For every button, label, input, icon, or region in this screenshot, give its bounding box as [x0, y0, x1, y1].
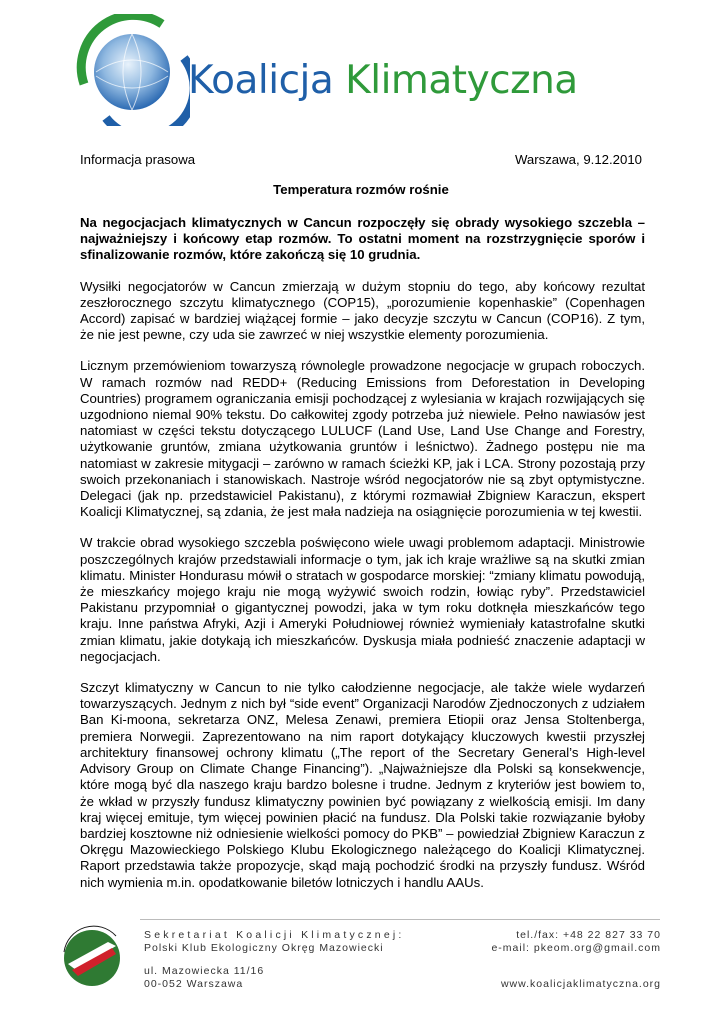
koalicja-logo: [70, 14, 578, 126]
secretariat-label: Sekretariat Koalicji Klimatycznej:: [144, 929, 405, 941]
pke-seal-logo: [56, 924, 128, 990]
org-name: Polski Klub Ekologiczny Okręg Mazowiecki: [144, 941, 384, 954]
document-title: Temperatura rozmów rośnie: [273, 182, 449, 197]
logo-text-green: Klimatyczna: [345, 58, 578, 103]
paragraph: W trakcie obrad wysokiego szczebla poświęcono wiele uwagi problemom adaptacji. Ministrowie poszczególnych krajów przedstawiali informacje o tym, jak ich kraje wrażliwe są na skutki zmian klimatu. Minister Hondurasu mówił o stratach w gospodarce morskiej: “zmiany klimatu powodują, że mieszkańcy mojego kraju nie mogą wyżywić swoich rodzin, łowiąc ryby”. Przedstawiciel Pakistanu przypomniał o gigantycznej powodzi, jaka w tym roku dotknęła mieszkańców tego kraju. Inne państwa Afryki, Azji i Ameryki Południowej również wymieniały katastrofalne skutki zmian klimatu, jakie dotykają ich mieszkańców. Dyskusja miała podnieść znaczenie adaptacji w negocjacjach.: [80, 535, 645, 664]
article-body: [80, 215, 645, 906]
email-link[interactable]: e-mail: pkeom.org@gmail.com: [491, 941, 661, 954]
website-link[interactable]: www.koalicjaklimatyczna.org: [500, 977, 661, 990]
logo-wordmark: [188, 58, 578, 103]
paragraph: Licznym przemówieniom towarzyszą równolegle prowadzone negocjacje w grupach roboczych. W ramach rozmów nad REDD+ (Reducing Emissions from Deforestation in Developing Countries) programem ograniczania emisji pochodzącej z wylesiania w krajach rozwijających się uzgodniono niemal 90% tekstu. Do całkowitej zgody potrzeba już niewiele. Pełno nawiasów jest natomiast w części tekstu dotyczącego LULUCF (Land Use, Land Use Change and Forestry, użytkowanie gruntów, zmiana użytkowania gruntów i leśnictwo). Żadnego postępu nie ma natomiast w zakresie mitygacji – zarówno w ramach ścieżki KP, jak i LCA. Strony pozostają przy swoich przekonaniach i stanowiskach. Nastroje wśród negocjatorów nie są zbyt optymistyczne. Delegaci (jak np. przedstawiciel Pakistanu), z którymi rozmawiał Zbigniew Karaczun, ekspert Koalicji Klimatycznej, są zdania, że jest mała nadzieja na osiągnięcie porozumienia w tej kwestii.: [80, 358, 645, 520]
footer-contact: [491, 929, 661, 990]
logo-text-blue: Koalicja: [188, 58, 334, 103]
press-release-label: Informacja prasowa: [80, 152, 196, 167]
paragraph: Wysiłki negocjatorów w Cancun zmierzają w dużym stopniu do tego, aby końcowy rezultat zeszłorocznego szczytu klimatycznego (COP15), „porozumienie kopenhaskie” (Copenhagen Accord) zapisać w bardziej wiążącej formie – jako decyzje szczytu w Cancun (COP16). Z tym, że nie jest pewne, czy uda sie zawrzeć w niej wszystkie elementy porozumienia.: [80, 278, 645, 343]
footer-divider: [140, 919, 660, 920]
paragraph: Szczyt klimatyczny w Cancun to nie tylko całodzienne negocjacje, ale także wiele wydarzeń towarzyszących. Jednym z nich był “side event” Organizacji Narodów Zjednoczonych z udziałem Ban Ki-moona, sekretarza ONZ, Melesa Zenawi, premiera Etiopii oraz Jensa Stoltenberga, premiera Norwegii. Zaprezentowano na nim raport dotykający kluczowych kwestii przyszłej architektury finansowej ochrony klimatu („The report of the Secretary General’s High-level Advisory Group on Climate Change Financing”). „Najważniejsze dla Polski są konsekwencje, które mogą być dla naszego kraju bardzo bolesne i trudne. Jednym z kryteriów jest bowiem to, że wkład w przyszły fundusz klimatyczny powinien być powiązany z wielkością emisji. Im dany kraj więcej emituje, tym więcej powinien płacić na fundusz. Dla Polski takie rozwiązanie byłoby bardziej kosztowne niż odniesienie wielkości pomocy do PKB” – powiedział Zbigniew Karaczun z Okręgu Mazowieckiego Polskiego Klubu Ekologicznego należącego do Koalicji Klimatycznej. Raport przedstawia także propozycje, skąd mają pochodzić środki na przyszły fundusz. Wśród nich wymienia m.in. opodatkowanie biletów lotniczych i handlu AAUs.: [80, 680, 645, 890]
lead-paragraph: Na negocjacjach klimatycznych w Cancun rozpoczęły się obrady wysokiego szczebla – najważniejszy i końcowy etap rozmów. To ostatni moment na rozstrzygnięcie sporów i sfinalizowanie rozmów, które zakończą się 10 grudnia.: [80, 215, 645, 263]
footer-address: [144, 929, 405, 990]
place-date: Warszawa, 9.12.2010: [514, 152, 642, 167]
city-address: 00-052 Warszawa: [144, 977, 244, 990]
press-header: [80, 152, 642, 167]
street-address: ul. Mazowiecka 11/16: [144, 965, 265, 977]
phone-fax: tel./fax: +48 22 827 33 70: [516, 929, 661, 941]
globe-logo-icon: [70, 14, 190, 126]
